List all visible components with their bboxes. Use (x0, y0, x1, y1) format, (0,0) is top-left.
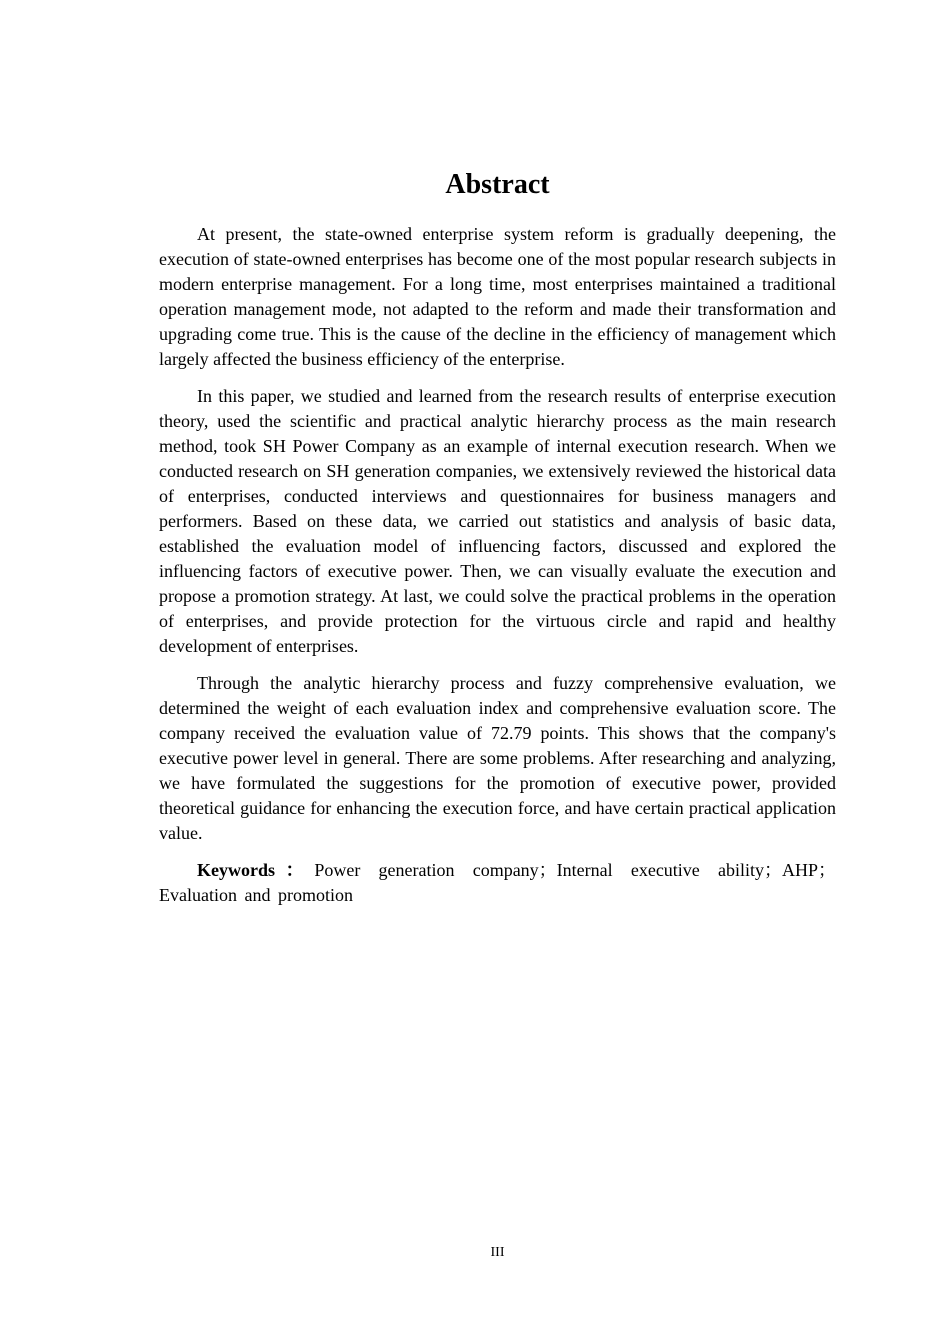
abstract-body (159, 222, 836, 908)
page-number: III (490, 1245, 505, 1260)
abstract-paragraph-1: At present, the state-owned enterprise system reform is gradually deepening, the execution of state-owned enterprises has become one of the most popular research subjects in modern enterprise management. For a long time, most enterprises maintained a traditional operation management mode, not adapted to the reform and made their transformation and upgrading come true. This is the cause of the decline in the efficiency of management which largely affected the business efficiency of the enterprise. (159, 224, 836, 369)
abstract-title: Abstract (445, 169, 550, 200)
abstract-paragraph-2: In this paper, we studied and learned from the research results of enterprise execution theory, used the scientific and practical analytic hierarchy process as the main research method, took SH Power Company as an example of internal execution research. When we conducted research on SH generation companies, we extensively reviewed the historical data of enterprises, conducted interviews and questionnaires for business managers and performers. Based on these data, we carried out statistics and analysis of basic data, established the evaluation model of influencing factors, discussed and explored the influencing factors of executive power. Then, we can visually evaluate the execution and propose a promotion strategy. At last, we could solve the practical problems in the operation of enterprises, and provide protection for the virtuous circle and rapid and healthy development of enterprises. (159, 386, 836, 656)
abstract-paragraph-3: Through the analytic hierarchy process and fuzzy comprehensive evaluation, we determined the weight of each evaluation index and comprehensive evaluation score. The company received the evaluation value of 72.79 points. This shows that the company's executive power level in general. There are some problems. After researching and analyzing, we have formulated the suggestions for the promotion of executive power, provided theoretical guidance for enhancing the execution force, and have certain practical application value. (159, 673, 836, 843)
keywords-label: Keywords： (197, 860, 315, 880)
keywords-list: Power generation company；Internal executive ability；AHP；Evaluation and promotion (159, 860, 836, 905)
keywords-line (159, 858, 836, 908)
